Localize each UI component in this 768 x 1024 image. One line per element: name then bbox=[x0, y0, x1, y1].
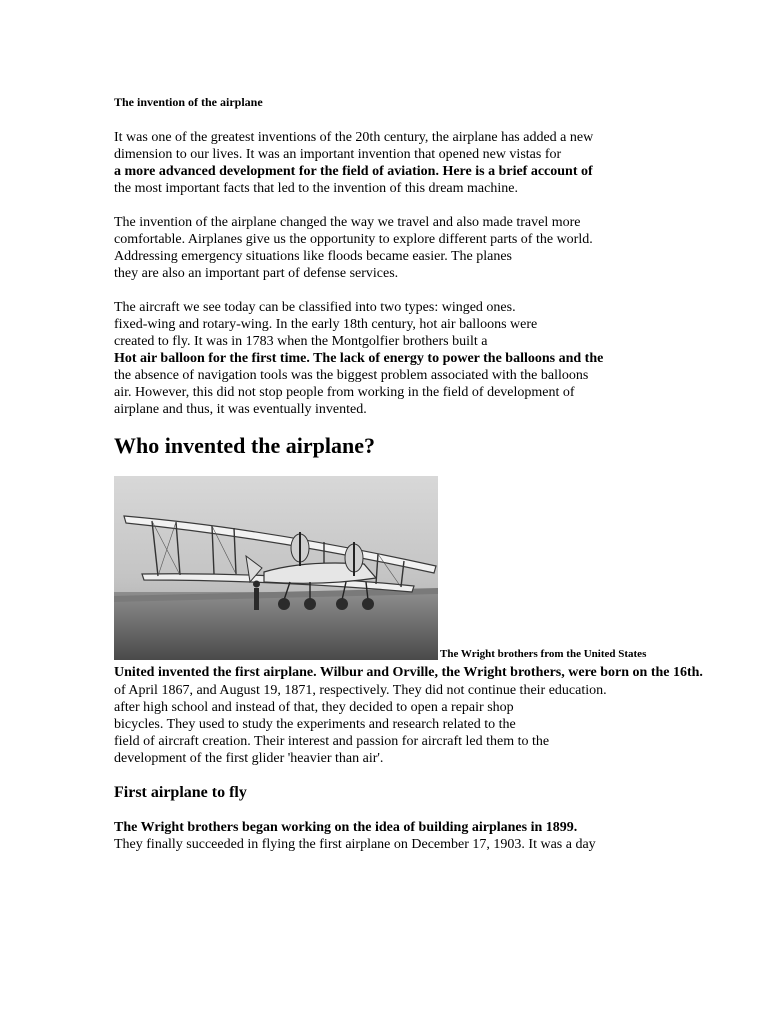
document-title: The invention of the airplane bbox=[114, 95, 263, 109]
paragraph-4-line: of April 1867, and August 19, 1871, respectively. They did not continue their education. bbox=[114, 683, 607, 698]
paragraph-2-line: Addressing emergency situations like floods became easier. The planes bbox=[114, 249, 512, 264]
paragraph-3-line: fixed-wing and rotary-wing. In the early 18th century, hot air balloons were bbox=[114, 317, 538, 332]
biplane-photo bbox=[114, 476, 438, 660]
paragraph-3-line: Hot air balloon for the first time. The lack of energy to power the balloons and the bbox=[114, 351, 604, 366]
paragraph-3-line: created to fly. It was in 1783 when the Montgolfier brothers built a bbox=[114, 334, 488, 349]
paragraph-2-line: The invention of the airplane changed the way we travel and also made travel more bbox=[114, 215, 581, 230]
paragraph-3-line: The aircraft we see today can be classified into two types: winged ones. bbox=[114, 300, 516, 315]
paragraph-3-line: airplane and thus, it was eventually invented. bbox=[114, 402, 367, 417]
photo-caption: The Wright brothers from the United States bbox=[440, 648, 647, 660]
paragraph-2-line: they are also an important part of defense services. bbox=[114, 266, 399, 281]
paragraph-1-line: It was one of the greatest inventions of the 20th century, the airplane has added a new bbox=[114, 130, 594, 145]
paragraph-5-line: They finally succeeded in flying the first airplane on December 17, 1903. It was a day bbox=[114, 837, 596, 852]
subsection-heading: First airplane to fly bbox=[114, 784, 247, 801]
paragraph-4-line: development of the first glider 'heavier than air'. bbox=[114, 751, 384, 766]
paragraph-4-line: after high school and instead of that, they decided to open a repair shop bbox=[114, 700, 514, 715]
paragraph-5-line: The Wright brothers began working on the idea of building airplanes in 1899. bbox=[114, 820, 578, 835]
paragraph-4-line: United invented the first airplane. Wilbur and Orville, the Wright brothers, were born on the 16th. bbox=[114, 665, 703, 680]
paragraph-3-line: air. However, this did not stop people from working in the field of development of bbox=[114, 385, 575, 400]
paragraph-4-line: field of aircraft creation. Their interest and passion for aircraft led them to the bbox=[114, 734, 550, 749]
paragraph-1-line: dimension to our lives. It was an important invention that opened new vistas for bbox=[114, 147, 562, 162]
paragraph-3-line: the absence of navigation tools was the biggest problem associated with the balloons bbox=[114, 368, 589, 383]
paragraph-4-line: bicycles. They used to study the experiments and research related to the bbox=[114, 717, 516, 732]
paragraph-1-line: a more advanced development for the field of aviation. Here is a brief account of bbox=[114, 164, 593, 179]
paragraph-1-line: the most important facts that led to the invention of this dream machine. bbox=[114, 181, 518, 196]
section-heading: Who invented the airplane? bbox=[114, 433, 375, 458]
paragraph-2-line: comfortable. Airplanes give us the opportunity to explore different parts of the world. bbox=[114, 232, 593, 247]
